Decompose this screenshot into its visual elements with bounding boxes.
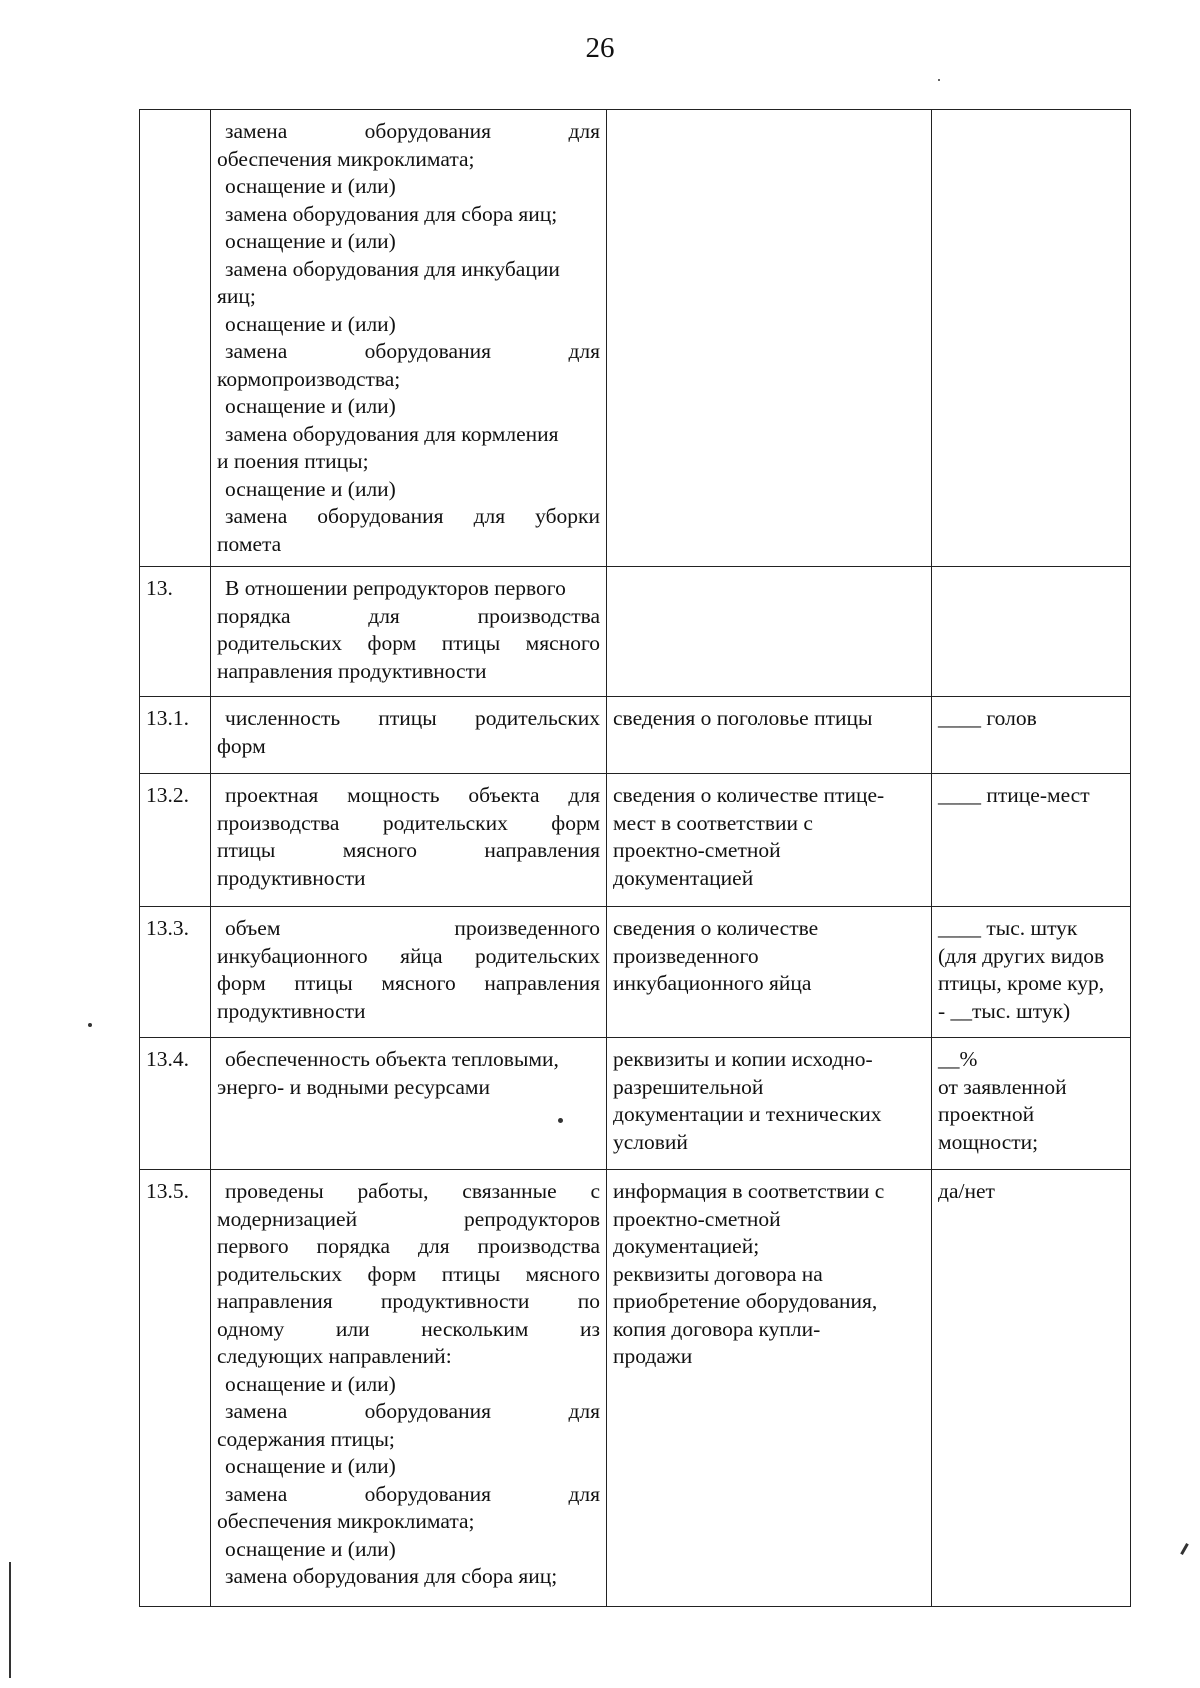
unit-line: __%	[938, 1047, 978, 1071]
indicator-line: продуктивности	[217, 865, 366, 890]
source-text: информация в соответствии с проектно-сметной документацией; реквизиты договора на приобретение оборудования, копия договора купли- продажи	[613, 1179, 885, 1368]
indicator-line: оснащение и (или)	[225, 394, 396, 418]
indicator-line: оснащение и (или)	[225, 476, 396, 501]
indicator-cell	[211, 774, 607, 907]
page-number: 26	[585, 32, 615, 64]
source-cell	[607, 1038, 932, 1170]
source-text: реквизиты и копии исходно- разрешительной документации и технических условий	[613, 1047, 882, 1154]
indicator-line: замена оборудования для	[225, 1481, 600, 1506]
indicator-line: замена оборудования для сбора яиц;	[225, 201, 558, 226]
source-text: сведения о поголовье птицы	[613, 706, 873, 730]
indicator-line: содержания птицы;	[217, 1426, 395, 1451]
indicator-line: модернизацией репродукторов	[217, 1206, 600, 1231]
indicator-line: оснащение и (или)	[225, 1371, 396, 1396]
table-row	[140, 110, 1131, 567]
indicator-line: обеспеченность объекта тепловыми,	[225, 1047, 559, 1071]
unit-cell	[932, 697, 1131, 774]
row-number-cell: 13.1.	[140, 697, 211, 774]
indicator-line: обеспечения микроклимата;	[217, 1509, 475, 1533]
indicator-line: В отношении репродукторов первого	[225, 576, 566, 600]
indicator-line: родительских форм птицы мясного	[217, 631, 600, 655]
source-text: сведения о количестве произведенного инкубационного яйца	[613, 916, 819, 995]
unit-line: ____ птице-мест	[938, 783, 1090, 807]
indicator-line: форм птицы мясного направления	[217, 971, 600, 995]
unit-cell	[932, 774, 1131, 907]
indicator-line: оснащение и (или)	[225, 1454, 396, 1478]
indicator-line: форм	[217, 733, 266, 758]
indicator-line: направления продуктивности по	[217, 1289, 600, 1313]
row-number-cell	[140, 110, 211, 567]
indicator-line: порядка для производства	[217, 603, 600, 628]
table-body	[140, 110, 1131, 1607]
row-number-cell: 13.3.	[140, 907, 211, 1038]
indicator-line: оснащение и (или)	[225, 174, 396, 198]
indicator-line: энерго- и водными ресурсами	[217, 1074, 491, 1099]
indicator-line: птицы мясного направления	[217, 838, 600, 862]
indicator-line: численность птицы родительских	[225, 706, 600, 730]
indicator-line: замена оборудования для	[225, 339, 600, 363]
source-text: сведения о количестве птице- мест в соответствии с проектно-сметной документацией	[613, 783, 885, 890]
scan-tick	[1180, 1543, 1189, 1555]
indicator-cell	[211, 907, 607, 1038]
source-cell	[607, 697, 932, 774]
row-number-cell: 13.4.	[140, 1038, 211, 1170]
indicator-line: замена оборудования для	[225, 119, 600, 143]
source-cell	[607, 1170, 932, 1607]
row-number-cell: 13.2.	[140, 774, 211, 907]
indicator-cell	[211, 1038, 607, 1170]
unit-cell	[932, 110, 1131, 567]
unit-line: да/нет	[938, 1179, 995, 1203]
indicator-line: кормопроизводства;	[217, 366, 401, 391]
source-cell	[607, 110, 932, 567]
row-number-cell: 13.	[140, 567, 211, 697]
unit-line: птицы, кроме кур,	[938, 971, 1105, 995]
indicator-cell	[211, 110, 607, 567]
indicator-line: яиц;	[217, 284, 256, 308]
indicator-line: направления продуктивности	[217, 658, 487, 683]
indicator-line: и поения птицы;	[217, 449, 369, 473]
unit-cell	[932, 1038, 1131, 1170]
requirements-table	[139, 109, 1131, 1607]
table-row	[140, 567, 1131, 697]
table-row	[140, 697, 1131, 774]
indicator-line: замена оборудования для сбора яиц;	[225, 1564, 558, 1588]
indicator-cell	[211, 567, 607, 697]
indicator-line: родительских форм птицы мясного	[217, 1261, 600, 1286]
scan-dot	[558, 1118, 563, 1123]
unit-line: мощности;	[938, 1129, 1039, 1154]
indicator-line: оснащение и (или)	[225, 311, 396, 336]
indicator-line: замена оборудования для	[225, 1399, 600, 1423]
indicator-line: замена оборудования для уборки	[225, 504, 600, 528]
indicator-line: замена оборудования для инкубации	[225, 256, 560, 281]
row-number-cell: 13.5.	[140, 1170, 211, 1607]
table-row	[140, 1038, 1131, 1170]
unit-line: - __тыс. штук)	[938, 998, 1071, 1023]
indicator-line: продуктивности	[217, 998, 366, 1023]
indicator-line: обеспечения микроклимата;	[217, 146, 475, 171]
scan-dot	[88, 1023, 92, 1027]
table-row	[140, 1170, 1131, 1607]
source-cell	[607, 907, 932, 1038]
unit-line: от заявленной	[938, 1074, 1067, 1099]
indicator-line: оснащение и (или)	[225, 1536, 396, 1561]
unit-cell	[932, 567, 1131, 697]
source-cell	[607, 567, 932, 697]
unit-cell	[932, 907, 1131, 1038]
unit-line: (для других видов	[938, 943, 1105, 968]
table-row	[140, 907, 1131, 1038]
unit-line: ____ голов	[938, 706, 1037, 730]
unit-line: проектной	[938, 1102, 1035, 1126]
indicator-line: замена оборудования для кормления	[225, 421, 559, 446]
indicator-line: инкубационного яйца родительских	[217, 943, 600, 968]
unit-cell	[932, 1170, 1131, 1607]
source-cell	[607, 774, 932, 907]
indicator-line: проведены работы, связанные с	[225, 1179, 600, 1203]
indicator-cell	[211, 697, 607, 774]
unit-line: ____ тыс. штук	[938, 916, 1078, 940]
table-row	[140, 774, 1131, 907]
indicator-line: следующих направлений:	[217, 1344, 452, 1368]
indicator-line: оснащение и (или)	[225, 229, 396, 253]
indicator-line: помета	[217, 531, 282, 556]
indicator-cell	[211, 1170, 607, 1607]
indicator-line: проектная мощность объекта для	[225, 783, 600, 807]
scan-dot	[938, 79, 940, 81]
indicator-line: одному или нескольким из	[217, 1316, 600, 1341]
indicator-line: первого порядка для производства	[217, 1234, 600, 1258]
indicator-line: производства родительских форм	[217, 810, 600, 835]
margin-line	[9, 1562, 11, 1678]
indicator-line: объем произведенного	[225, 916, 600, 940]
